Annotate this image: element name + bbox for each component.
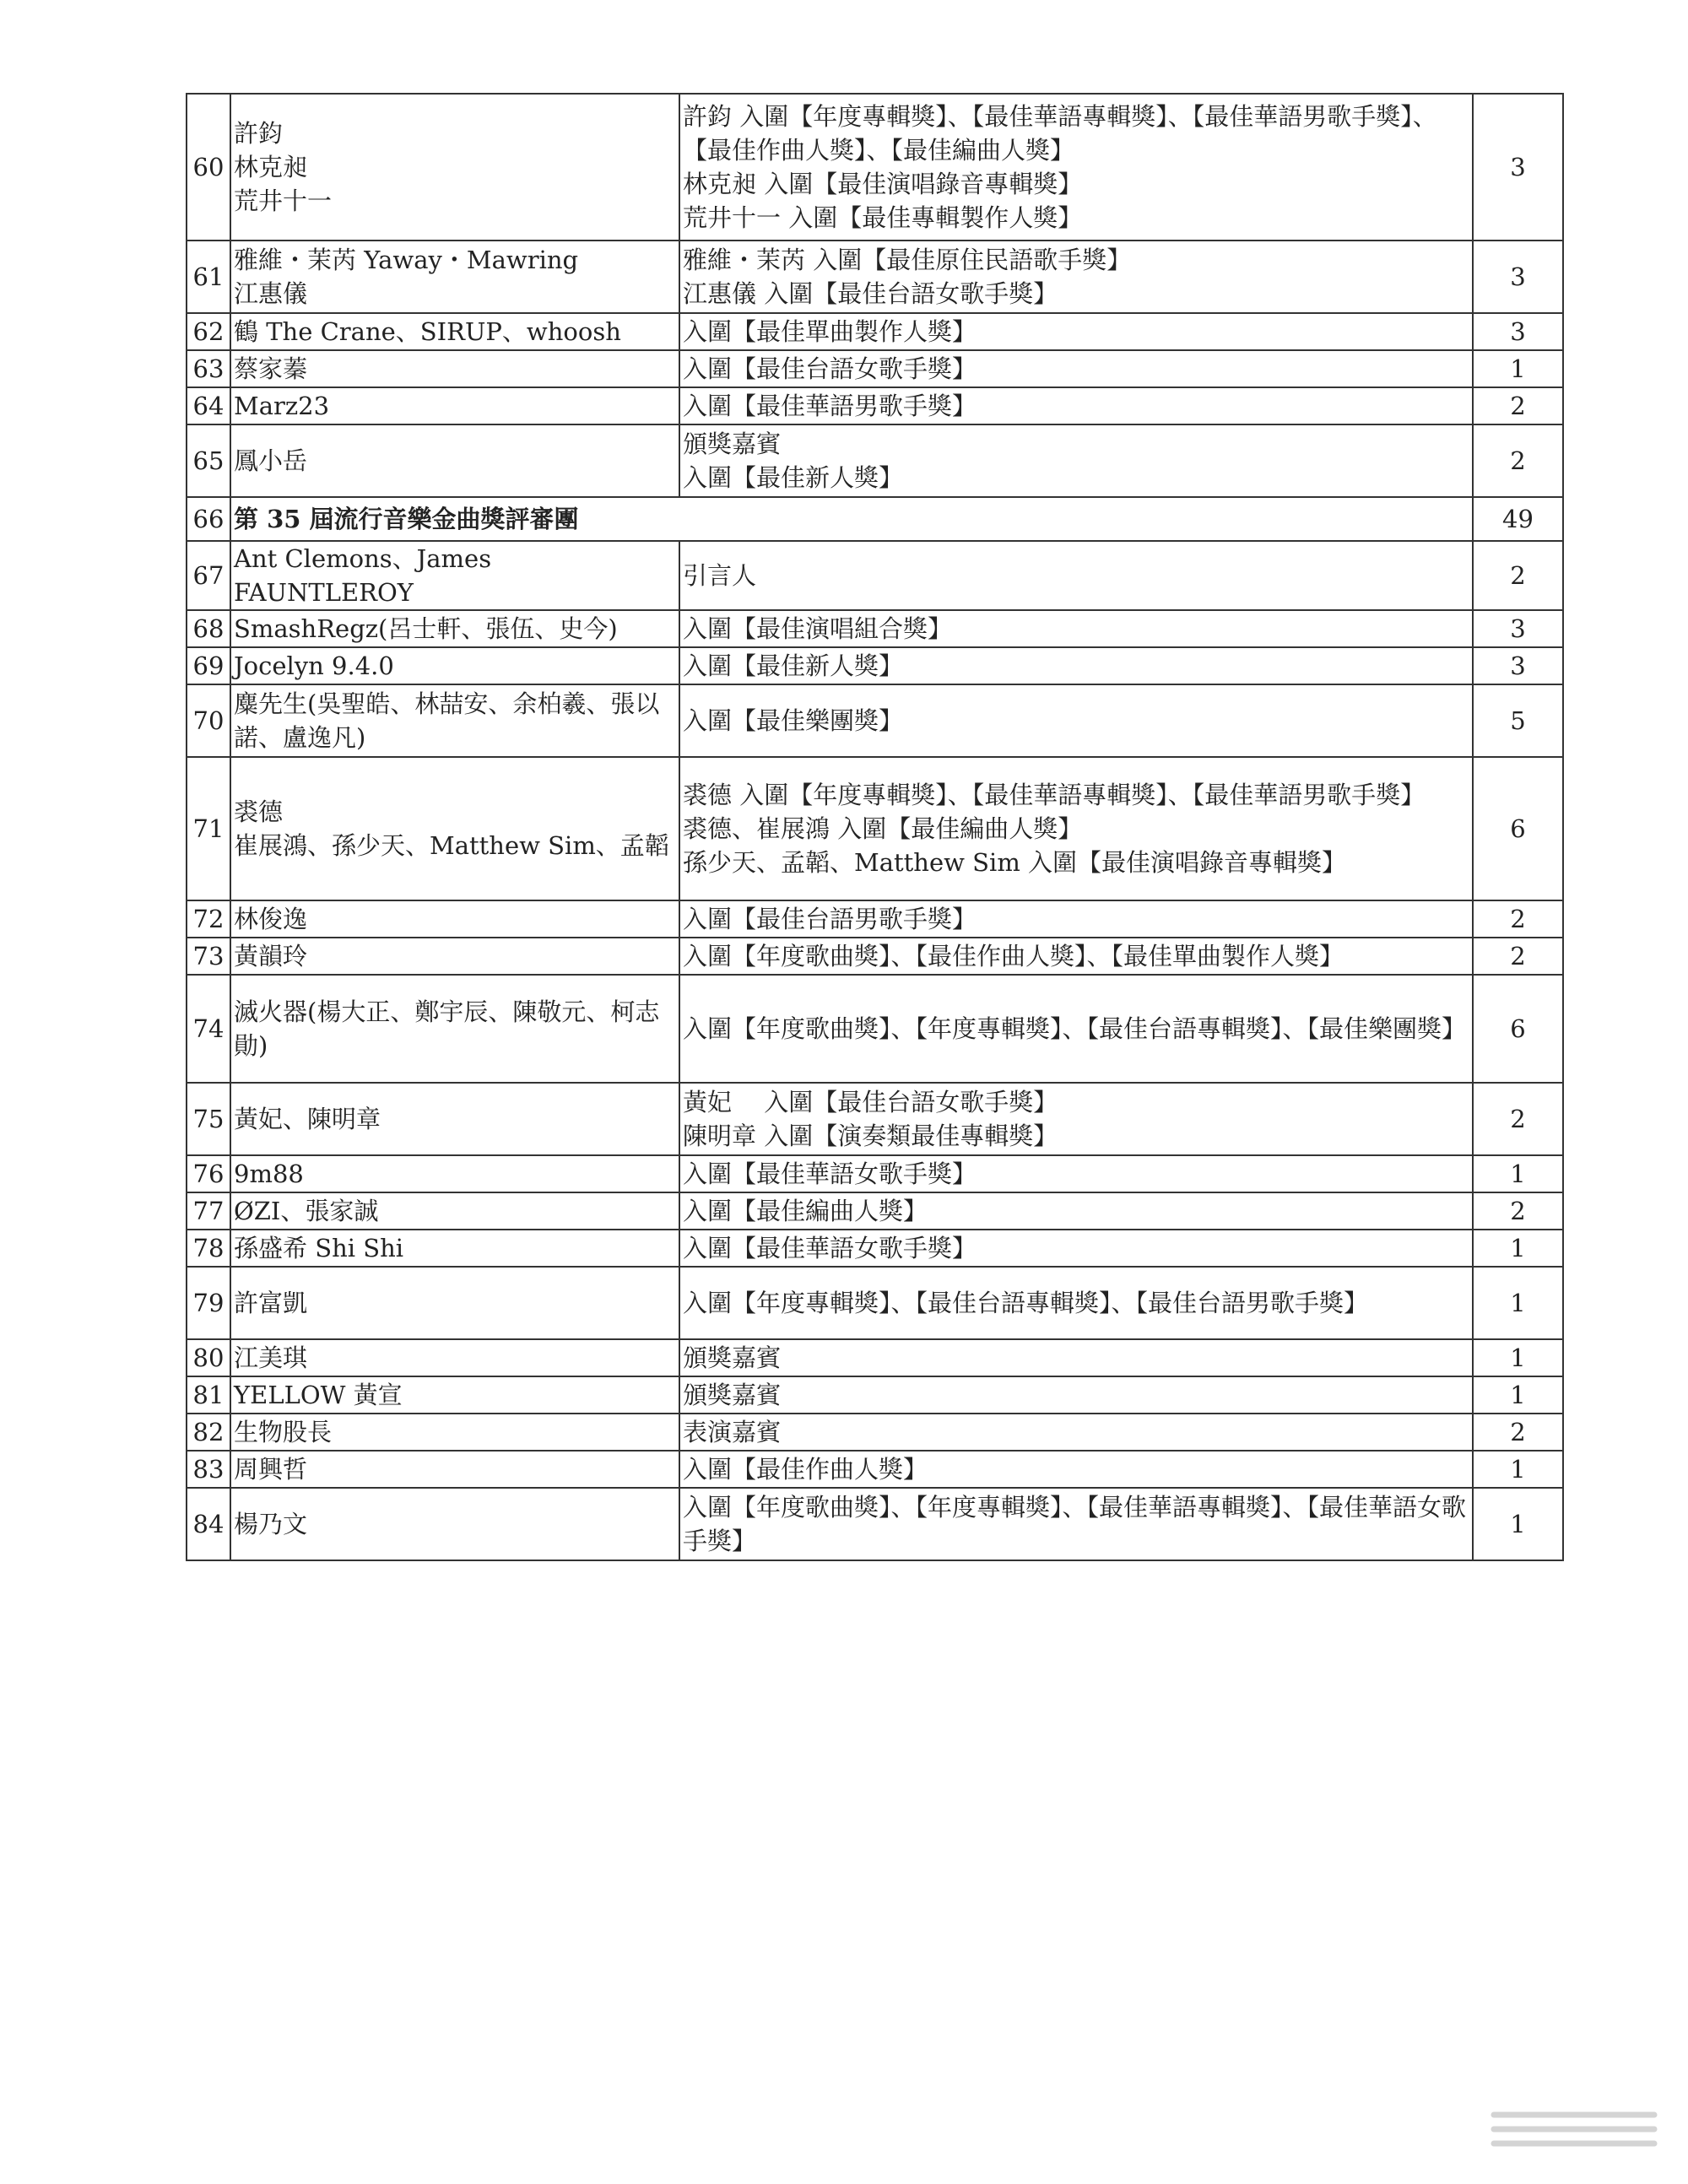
guest-note: 入圍【最佳編曲人獎】 (679, 1192, 1473, 1230)
table-row (187, 1451, 1563, 1488)
table-row (187, 1083, 1563, 1155)
table-row (187, 1339, 1563, 1376)
guest-name: 黃韻玲 (230, 938, 679, 975)
guest-count: 3 (1473, 610, 1563, 647)
guest-count: 2 (1473, 1192, 1563, 1230)
guest-count: 1 (1473, 350, 1563, 387)
guest-name: 許富凱 (230, 1267, 679, 1339)
row-number: 71 (187, 757, 230, 900)
guest-list-table (186, 93, 1564, 1561)
guest-count: 1 (1473, 1451, 1563, 1488)
guest-name: 雅維・茉芮 Yaway・Mawring 江惠儀 (230, 241, 679, 313)
guest-name: 許鈞 林克昶 荒井十一 (230, 94, 679, 241)
row-number: 69 (187, 647, 230, 684)
table-row (187, 497, 1563, 541)
guest-name: YELLOW 黃宣 (230, 1376, 679, 1414)
guest-name: Marz23 (230, 387, 679, 424)
row-number: 64 (187, 387, 230, 424)
guest-count: 1 (1473, 1155, 1563, 1192)
guest-count: 2 (1473, 424, 1563, 497)
table-row (187, 610, 1563, 647)
guest-name: Ant Clemons、James FAUNTLEROY (230, 541, 679, 610)
row-number: 72 (187, 900, 230, 938)
guest-name: 麋先生(吳聖皓、林喆安、余柏羲、張以諾、盧逸凡) (230, 684, 679, 757)
guest-note: 雅維・茉芮 入圍【最佳原住民語歌手獎】 江惠儀 入圍【最佳台語女歌手獎】 (679, 241, 1473, 313)
guest-note: 入圍【年度歌曲獎】、【最佳作曲人獎】、【最佳單曲製作人獎】 (679, 938, 1473, 975)
guest-name: 滅火器(楊大正、鄭宇辰、陳敬元、柯志勛) (230, 975, 679, 1083)
guest-count: 3 (1473, 241, 1563, 313)
table-row (187, 241, 1563, 313)
row-number: 81 (187, 1376, 230, 1414)
table-row (187, 350, 1563, 387)
guest-name: 黃妃、陳明章 (230, 1083, 679, 1155)
guest-count: 1 (1473, 1488, 1563, 1560)
guest-count: 1 (1473, 1339, 1563, 1376)
table-row (187, 938, 1563, 975)
guest-count: 1 (1473, 1267, 1563, 1339)
row-number: 61 (187, 241, 230, 313)
guest-note: 頒獎嘉賓 (679, 1376, 1473, 1414)
guest-name: 江美琪 (230, 1339, 679, 1376)
guest-name: 第 35 屆流行音樂金曲獎評審團 (230, 497, 1473, 541)
guest-count: 5 (1473, 684, 1563, 757)
guest-note: 入圍【年度歌曲獎】、【年度專輯獎】、【最佳華語專輯獎】、【最佳華語女歌手獎】 (679, 1488, 1473, 1560)
guest-name: Jocelyn 9.4.0 (230, 647, 679, 684)
guest-note: 入圍【年度專輯獎】、【最佳台語專輯獎】、【最佳台語男歌手獎】 (679, 1267, 1473, 1339)
guest-count: 2 (1473, 900, 1563, 938)
row-number: 62 (187, 313, 230, 350)
row-number: 68 (187, 610, 230, 647)
table-row (187, 975, 1563, 1083)
guest-note: 入圍【最佳新人獎】 (679, 647, 1473, 684)
table-row (187, 94, 1563, 241)
table-row (187, 387, 1563, 424)
table-row (187, 1155, 1563, 1192)
table-row (187, 1192, 1563, 1230)
guest-count: 3 (1473, 313, 1563, 350)
guest-name: ØZI、張家誠 (230, 1192, 679, 1230)
table-row (187, 1414, 1563, 1451)
guest-name: 裘德 崔展鴻、孫少天、Matthew Sim、孟韜 (230, 757, 679, 900)
guest-name: SmashRegz(呂士軒、張伍、史今) (230, 610, 679, 647)
guest-note: 入圍【最佳作曲人獎】 (679, 1451, 1473, 1488)
guest-name: 9m88 (230, 1155, 679, 1192)
guest-name: 鶴 The Crane、SIRUP、whoosh (230, 313, 679, 350)
row-number: 82 (187, 1414, 230, 1451)
guest-note: 入圍【最佳樂團獎】 (679, 684, 1473, 757)
guest-note: 入圍【最佳華語男歌手獎】 (679, 387, 1473, 424)
row-number: 65 (187, 424, 230, 497)
row-number: 79 (187, 1267, 230, 1339)
guest-count: 3 (1473, 647, 1563, 684)
guest-name: 楊乃文 (230, 1488, 679, 1560)
guest-count: 2 (1473, 541, 1563, 610)
guest-note: 入圍【最佳台語女歌手獎】 (679, 350, 1473, 387)
guest-name: 蔡家蓁 (230, 350, 679, 387)
guest-note: 黃妃 入圍【最佳台語女歌手獎】 陳明章 入圍【演奏類最佳專輯獎】 (679, 1083, 1473, 1155)
guest-name: 孫盛希 Shi Shi (230, 1230, 679, 1267)
guest-count: 6 (1473, 975, 1563, 1083)
guest-count: 3 (1473, 94, 1563, 241)
row-number: 73 (187, 938, 230, 975)
guest-note: 入圍【最佳華語女歌手獎】 (679, 1230, 1473, 1267)
guest-note: 入圍【最佳單曲製作人獎】 (679, 313, 1473, 350)
guest-count: 1 (1473, 1376, 1563, 1414)
guest-count: 1 (1473, 1230, 1563, 1267)
row-number: 74 (187, 975, 230, 1083)
row-number: 75 (187, 1083, 230, 1155)
table-row (187, 424, 1563, 497)
guest-note: 入圍【最佳台語男歌手獎】 (679, 900, 1473, 938)
table-row (187, 1376, 1563, 1414)
table-row (187, 1488, 1563, 1560)
row-number: 67 (187, 541, 230, 610)
table-row (187, 684, 1563, 757)
guest-count: 2 (1473, 1083, 1563, 1155)
table-row (187, 647, 1563, 684)
guest-count: 2 (1473, 387, 1563, 424)
row-number: 70 (187, 684, 230, 757)
row-number: 76 (187, 1155, 230, 1192)
row-number: 66 (187, 497, 230, 541)
guest-note: 入圍【年度歌曲獎】、【年度專輯獎】、【最佳台語專輯獎】、【最佳樂團獎】 (679, 975, 1473, 1083)
table-row (187, 541, 1563, 610)
guest-note: 引言人 (679, 541, 1473, 610)
table-row (187, 757, 1563, 900)
table-row (187, 1267, 1563, 1339)
guest-count: 49 (1473, 497, 1563, 541)
guest-count: 2 (1473, 1414, 1563, 1451)
table-row (187, 313, 1563, 350)
guest-note: 入圍【最佳華語女歌手獎】 (679, 1155, 1473, 1192)
stacked-lines-logo-icon (1485, 2101, 1671, 2155)
guest-count: 6 (1473, 757, 1563, 900)
guest-note: 表演嘉賓 (679, 1414, 1473, 1451)
row-number: 77 (187, 1192, 230, 1230)
guest-note: 頒獎嘉賓 入圍【最佳新人獎】 (679, 424, 1473, 497)
guest-note: 許鈞 入圍【年度專輯獎】、【最佳華語專輯獎】、【最佳華語男歌手獎】、【最佳作曲人獎】、【最佳編曲人獎】 林克昶 入圍【最佳演唱錄音專輯獎】 荒井十一 入圍【最佳專輯製作人獎】 (679, 94, 1473, 241)
guest-name: 林俊逸 (230, 900, 679, 938)
guest-note: 入圍【最佳演唱組合獎】 (679, 610, 1473, 647)
row-number: 80 (187, 1339, 230, 1376)
guest-name: 周興哲 (230, 1451, 679, 1488)
table-row (187, 900, 1563, 938)
row-number: 63 (187, 350, 230, 387)
guest-name: 鳳小岳 (230, 424, 679, 497)
guest-note: 裘德 入圍【年度專輯獎】、【最佳華語專輯獎】、【最佳華語男歌手獎】 裘德、崔展鴻 入圍【最佳編曲人獎】 孫少天、孟韜、Matthew Sim 入圍【最佳演唱錄音專輯獎】 (679, 757, 1473, 900)
row-number: 60 (187, 94, 230, 241)
row-number: 83 (187, 1451, 230, 1488)
guest-count: 2 (1473, 938, 1563, 975)
guest-name: 生物股長 (230, 1414, 679, 1451)
row-number: 84 (187, 1488, 230, 1560)
row-number: 78 (187, 1230, 230, 1267)
guest-note: 頒獎嘉賓 (679, 1339, 1473, 1376)
table-row (187, 1230, 1563, 1267)
